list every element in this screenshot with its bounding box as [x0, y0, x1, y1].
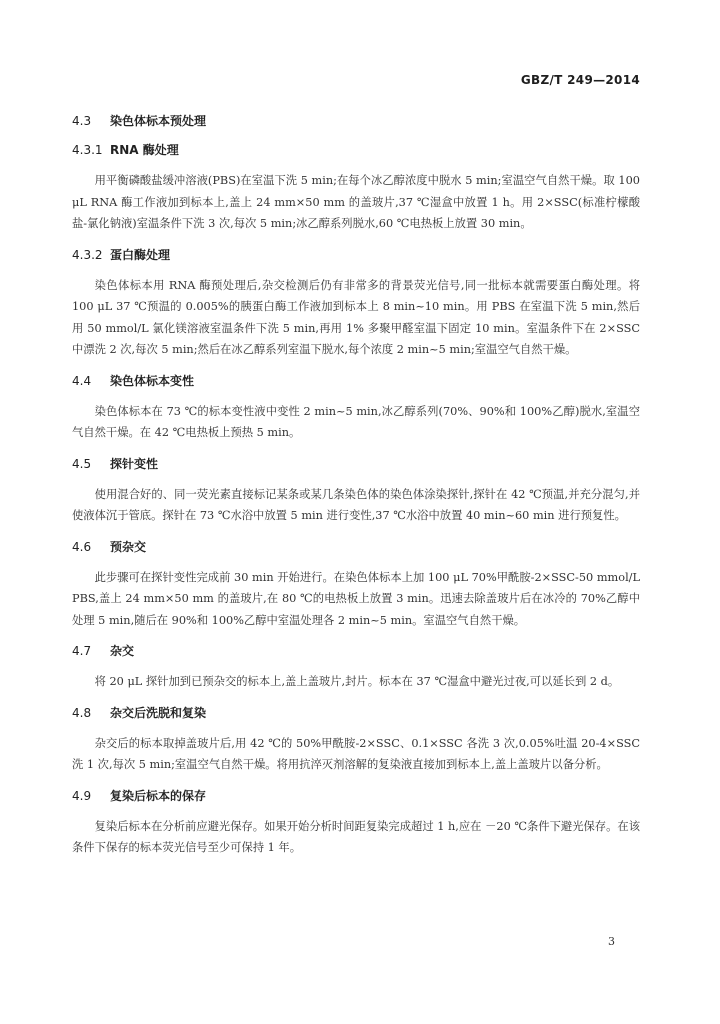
body-paragraph: 将 20 μL 探针加到已预杂交的标本上,盖上盖玻片,封片。标本在 37 ℃湿盒中避光过夜,可以延长到 2 d。 [94, 675, 620, 688]
section-number: 4.3.1 [72, 143, 103, 157]
section-number: 4.9 [72, 788, 92, 803]
section-heading [72, 642, 640, 660]
document-body [72, 112, 640, 870]
section-title: 染色体标本变性 [110, 373, 195, 388]
standard-code: GBZ/T 249—2014 [520, 73, 640, 87]
page-number: 3 [608, 935, 615, 948]
section-number: 4.3 [72, 114, 92, 128]
section-heading [72, 704, 640, 722]
body-paragraph: 染色体标本在 73 ℃的标本变性液中变性 2 min~5 min,冰乙醇系列(70%、90%和 100%乙醇)脱水,室温空气自然干燥。在 42 ℃电热板上预热 5 min。 [72, 404, 640, 439]
section-title: 蛋白酶处理 [110, 247, 171, 262]
section-number: 4.4 [72, 373, 92, 388]
body-paragraph: 杂交后的标本取掉盖玻片后,用 42 ℃的 50%甲酰胺-2×SSC、0.1×SSC 各洗 3 次,0.05%吐温 20-4×SSC 洗 1 次,每次 5 min;室温空气自然干燥。将用抗淬灭剂溶解的复染液直接加到标本上,盖上盖玻片以备分析。 [72, 736, 640, 771]
body-paragraph: 使用混合好的、同一荧光素直接标记某条或某几条染色体的染色体涂染探针,探针在 42 ℃预温,并充分混匀,并使液体沉于管底。探针在 73 ℃水浴中放置 5 min 进行变性,37 ℃水浴中放置 40 min~60 min 进行预复性。 [72, 487, 640, 522]
section-number: 4.3.2 [72, 247, 103, 262]
section-heading [72, 455, 640, 473]
section-title: 复染后标本的保存 [110, 788, 207, 803]
section-title: 染色体标本预处理 [110, 114, 207, 128]
section-title: 预杂交 [110, 539, 147, 554]
body-paragraph: 用平衡磷酸盐缓冲溶液(PBS)在室温下洗 5 min;在每个冰乙醇浓度中脱水 5 min;室温空气自然干燥。取 100 μL RNA 酶工作液加到标本上,盖上 24 mm×50 mm 的盖玻片,37 ℃湿盒中放置 1 h。用 2×SSC(标准柠檬酸盐-氯化钠液)室温条件下洗 3 次,每次 5 min;冰乙醇系列脱水,60 ℃电热板上放置 30 min。 [72, 174, 640, 230]
section-heading [72, 141, 640, 159]
body-paragraph: 染色体标本用 RNA 酶预处理后,杂交检测后仍有非常多的背景荧光信号,同一批标本就需要蛋白酶处理。将 100 μL 37 ℃预温的 0.005%的胰蛋白酶工作液加到标本上 8 min~10 min。用 PBS 在室温下洗 5 min,然后用 50 mmol/L 氯化镁溶液室温条件下洗 5 min,再用 1% 多聚甲醛室温下固定 10 min。室温条件下在 2×SSC 中漂洗 2 次,每次 5 min;然后在冰乙醇系列室温下脱水,每个浓度 2 min~5 min;室温空气自然干燥。 [72, 278, 640, 356]
section-number: 4.6 [72, 539, 92, 554]
section-number: 4.5 [72, 456, 92, 471]
section-heading [72, 372, 640, 390]
body-paragraph: 复染后标本在分析前应避光保存。如果开始分析时间距复染完成超过 1 h,应在 －20 ℃条件下避光保存。在该条件下保存的标本荧光信号至少可保持 1 年。 [72, 819, 640, 854]
section-title: 杂交后洗脱和复染 [110, 705, 207, 720]
body-paragraph: 此步骤可在探针变性完成前 30 min 开始进行。在染色体标本上加 100 μL 70%甲酰胺-2×SSC-50 mmol/L PBS,盖上 24 mm×50 mm 的盖玻片,在 80 ℃的电热板上放置 3 min。迅速去除盖玻片后在冰冷的 70%乙醇中处理 5 min,随后在 90%和 100%乙醇中室温处理各 2 min~5 min。室温空气自然干燥。 [72, 570, 640, 627]
section-heading [72, 246, 640, 264]
section-number: 4.8 [72, 705, 92, 720]
section-number: 4.7 [72, 644, 92, 658]
section-title: RNA 酶处理 [110, 143, 179, 157]
section-title: 探针变性 [110, 456, 159, 471]
section-title: 杂交 [110, 644, 135, 658]
section-heading [72, 112, 640, 130]
section-heading [72, 538, 640, 556]
section-heading [72, 787, 640, 805]
